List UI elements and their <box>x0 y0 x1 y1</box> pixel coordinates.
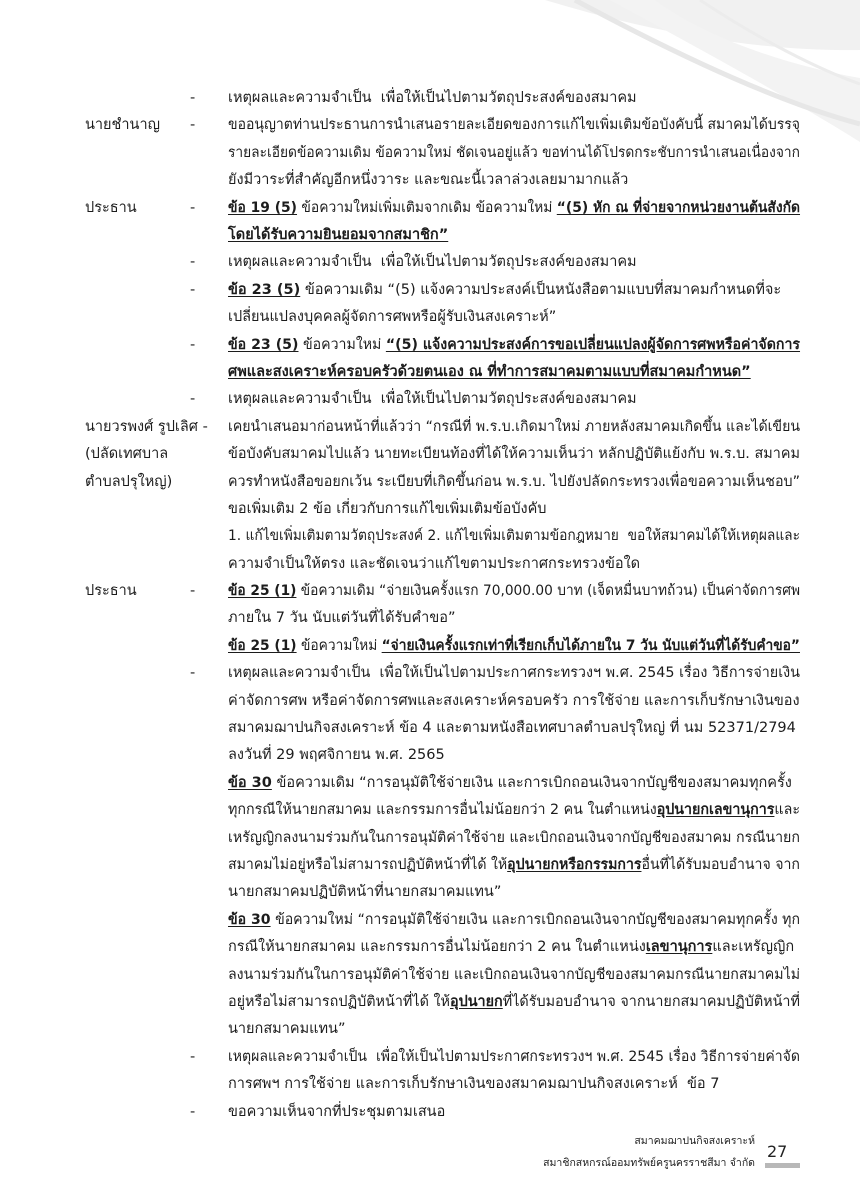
text-line <box>228 277 800 304</box>
statement-text: ข้อความเดิม “จ่ายเงินครั้งแรก 70,000.00 บาท (เจ็ดหมื่นบาทถ้วน) เป็นค่าจัดการศพ <box>296 583 801 600</box>
speaker-column <box>85 414 208 578</box>
quoted-amendment: “จ่ายเงินครั้งแรกเท่าที่เรียกเก็บได้ภายใน 7 วัน นับแต่วันที่ได้รับคำขอ” <box>381 637 800 654</box>
statement-text: การศพฯ การใช้จ่าย และการเก็บรักษาเงินของสมาคมฌาปนกิจสงเคราะห์ ข้อ 7 <box>228 1076 720 1093</box>
speaker-column <box>85 332 190 387</box>
text-line <box>228 469 800 496</box>
text-line <box>228 742 800 769</box>
bullet-dash: - <box>190 583 196 600</box>
text-line <box>228 496 800 523</box>
statement-text: สมาคมไม่อยู่หรือไม่สามารถปฏิบัติหน้าที่ได้ ให้ <box>228 856 508 873</box>
agenda-entry <box>85 195 800 250</box>
clause-reference: ข้อ 23 (5) <box>228 281 301 298</box>
statement <box>228 277 800 332</box>
speaker-column <box>85 578 190 633</box>
text-line <box>228 222 800 249</box>
text-line <box>228 879 800 906</box>
statement-text: ข้อความใหม่เพิ่มเติมจากเดิม ข้อความใหม่ <box>297 199 557 216</box>
statement-text: นายกสมาคมปฏิบัติหน้าที่นายกสมาคมแทน” <box>228 884 502 901</box>
emphasized-term: เลขานุการ <box>645 939 713 956</box>
bullet-dash: - <box>190 281 196 298</box>
speaker-line <box>85 441 190 468</box>
bullet-dash: - <box>190 1103 196 1120</box>
statement-text: ข้อความใหม่ <box>296 637 382 654</box>
speaker-column <box>85 660 190 770</box>
bullet-spacer <box>190 633 228 660</box>
bullet-dash: - <box>190 90 196 106</box>
agenda-entry <box>85 907 800 1044</box>
text-line <box>228 167 800 194</box>
emphasized-term: อุปนายก <box>449 993 503 1010</box>
text-line <box>228 414 800 441</box>
text-line <box>228 989 800 1016</box>
bullet-dash: - <box>190 665 196 682</box>
speaker-column <box>85 770 190 907</box>
bullet-dash: - <box>190 1048 196 1065</box>
statement-text: ขอเพิ่มเติม 2 ข้อ เกี่ยวกับการแก้ไขเพิ่มเติมข้อบังคับ <box>228 500 547 517</box>
page-number: 27 <box>767 1142 788 1161</box>
statement-text: ข้อความใหม่ “การอนุมัติใช้จ่ายเงิน และการเบิกถอนเงินจากบัญชีของสมาคมทุกครั้ง ทุก <box>270 911 800 928</box>
statement-text: และเหรัญญิก <box>712 939 795 956</box>
statement-text: เหตุผลและความจำเป็น เพื่อให้เป็นไปตามประกาศกระทรวงฯ พ.ศ. 2545 เรื่อง วิธีการจ่ายค่าจัด <box>228 1048 800 1065</box>
footer-association-name: สมาคมฌาปนกิจสงเคราะห์ <box>634 1135 755 1147</box>
statement <box>228 770 800 907</box>
statement-text: เหตุผลและความจำเป็น เพื่อให้เป็นไปตามวัตถุประสงค์ของสมาคม <box>228 90 637 106</box>
text-line <box>228 1044 800 1071</box>
text-line <box>228 85 800 112</box>
agenda-entry <box>85 386 800 413</box>
agenda-entry <box>85 578 800 633</box>
statement <box>228 1044 800 1099</box>
speaker-column <box>85 112 190 194</box>
statement-text: ความจำเป็นให้ตรง และชัดเจนว่าแก้ไขตามประกาศกระทรวงข้อใด <box>228 555 641 572</box>
quoted-amendment: โดยได้รับความยินยอมจากสมาชิก” <box>228 226 449 243</box>
bullet-spacer <box>190 907 228 1044</box>
agenda-entry <box>85 332 800 387</box>
statement-text: ลงวันที่ 29 พฤศจิกายน พ.ศ. 2565 <box>228 747 445 764</box>
text-line <box>228 797 800 824</box>
statement-text: กรณีให้นายกสมาคม และกรรมการอื่นไม่น้อยกว่า 2 คน ในตำแหน่ง <box>228 939 646 956</box>
text-line <box>228 770 800 797</box>
agenda-entry <box>85 112 800 194</box>
speaker-column <box>85 633 190 660</box>
speaker-name: ประธาน <box>85 199 137 216</box>
text-line <box>228 907 800 934</box>
text-line <box>228 1071 800 1098</box>
statement <box>228 112 800 194</box>
speaker-line <box>85 578 190 605</box>
agenda-entry <box>85 1044 800 1099</box>
text-line <box>228 332 800 359</box>
speaker-line <box>85 112 190 139</box>
text-line <box>228 688 800 715</box>
bullet-spacer <box>190 770 228 907</box>
text-line <box>228 249 800 276</box>
statement-text: ขออนุญาตท่านประธานการนำเสนอรายละเอียดของการแก้ไขเพิ่มเติมข้อบังคับนี้ สมาคมได้บรรจุ <box>228 117 800 134</box>
footer-cooperative-name: สมาชิกสหกรณ์ออมทรัพย์ครูนครราชสีมา จำกัด <box>543 1157 755 1169</box>
clause-reference: ข้อ 19 (5) <box>228 199 298 216</box>
statement-text: สมาคมฌาปนกิจสงเคราะห์ ข้อ 4 และตามหนังสือเทศบาลตำบลปรุใหญ่ ที่ นม 52371/2794 <box>228 720 796 737</box>
statement <box>228 249 800 276</box>
quoted-amendment: ศพและสงเคราะห์ครอบครัวด้วยตนเอง ณ ที่ทำการสมาคมตามแบบที่สมาคมกำหนด” <box>228 363 751 380</box>
bullet-dash: - <box>190 254 196 271</box>
text-line <box>228 1016 800 1043</box>
speaker-column <box>85 1044 190 1099</box>
agenda-entry <box>85 277 800 332</box>
text-line <box>228 605 800 632</box>
statement <box>228 633 800 660</box>
agenda-entry <box>85 633 800 660</box>
speaker-line <box>85 195 190 222</box>
statement <box>228 1099 800 1126</box>
meeting-minutes-body <box>85 85 800 1126</box>
statement-text: ข้อความเดิม “การอนุมัติใช้จ่ายเงิน และการเบิกถอนเงินจากบัญชีของสมาคมทุกครั้ง <box>271 774 792 791</box>
text-line <box>228 140 800 167</box>
text-line <box>228 852 800 879</box>
statement-text: เปลี่ยนแปลงบุคคลผู้จัดการศพหรือผู้รับเงินสงเคราะห์” <box>228 309 557 326</box>
text-line <box>228 112 800 139</box>
agenda-entry <box>85 414 800 578</box>
statement-text: ขอความเห็นจากที่ประชุมตามเสนอ <box>228 1103 446 1120</box>
speaker-column <box>85 1099 190 1126</box>
text-line <box>228 715 800 742</box>
text-line <box>228 962 800 989</box>
statement-text: ข้อความใหม่ <box>298 336 386 353</box>
clause-reference: ข้อ 30 <box>228 911 271 928</box>
page-footer <box>543 1130 755 1174</box>
statement <box>228 85 800 112</box>
statement-text: ยังมีวาระที่สำคัญอีกหนึ่งวาระ และขณะนี้เวลาล่วงเลยมามากแล้ว <box>228 172 629 189</box>
statement <box>228 414 800 578</box>
text-line <box>228 660 800 687</box>
bullet-dash: - <box>190 199 196 216</box>
statement <box>228 907 800 1044</box>
text-line <box>228 441 800 468</box>
bullet-dash: - <box>190 117 196 134</box>
text-line <box>228 304 800 331</box>
emphasized-term: อุปนายกหรือกรรมการ <box>507 856 642 873</box>
speaker-line <box>85 469 190 496</box>
statement-text: นายกสมาคมแทน” <box>228 1021 346 1038</box>
statement <box>228 195 800 250</box>
text-line <box>228 633 800 660</box>
text-line <box>228 825 800 852</box>
text-line <box>228 195 800 222</box>
statement <box>228 578 800 633</box>
page-number-bar <box>765 1163 800 1168</box>
speaker-name: นายชำนาญ <box>85 117 160 134</box>
speaker-title: ตำบลปรุใหญ่) <box>85 473 173 490</box>
speaker-column <box>85 277 190 332</box>
text-line <box>228 578 800 605</box>
text-line <box>228 523 800 550</box>
clause-reference: ข้อ 25 (1) <box>228 583 297 600</box>
emphasized-term: อุปนายกเลขานุการ <box>656 802 775 819</box>
quoted-amendment: “(5) หัก ณ ที่จ่ายจากหน่วยงานต้นสังกัด <box>556 199 801 216</box>
statement-text: รายละเอียดข้อความเดิม ข้อความใหม่ ชัดเจนอยู่แล้ว ขอท่านได้โปรดกระชับการนำเสนอเนื่องจาก <box>228 144 800 161</box>
statement-text: ลงนามร่วมกันในการอนุมัติค่าใช้จ่าย และเบิกถอนเงินจากบัญชีของสมาคมกรณีนายกสมาคมไม่ <box>228 966 801 983</box>
statement-text: เหตุผลและความจำเป็น เพื่อให้เป็นไปตามวัตถุประสงค์ของสมาคม <box>228 254 637 271</box>
statement-text: เหตุผลและความจำเป็น เพื่อให้เป็นไปตามวัตถุประสงค์ของสมาคม <box>228 391 637 408</box>
clause-reference: ข้อ 25 (1) <box>228 637 297 654</box>
speaker-title: (ปลัดเทศบาล <box>85 446 169 463</box>
statement-text: อยู่หรือไม่สามารถปฏิบัติหน้าที่ได้ ให้ <box>228 993 450 1010</box>
statement <box>228 660 800 770</box>
text-line <box>228 934 800 961</box>
agenda-entry <box>85 660 800 770</box>
speaker-line <box>85 414 208 441</box>
speaker-column <box>85 249 190 276</box>
agenda-entry <box>85 770 800 907</box>
bullet-dash: - <box>190 391 196 408</box>
speaker-column <box>85 907 190 1044</box>
statement-text: ข้อความเดิม “(5) แจ้งความประสงค์เป็นหนังสือตามแบบที่สมาคมกำหนดที่จะ <box>300 281 782 298</box>
statement-text: อื่นที่ได้รับมอบอำนาจ จาก <box>641 856 800 873</box>
speaker-column <box>85 386 190 413</box>
agenda-entry <box>85 249 800 276</box>
statement-text: ที่ได้รับมอบอำนาจ จากนายกสมาคมปฏิบัติหน้าที่ <box>502 993 800 1010</box>
quoted-amendment: “(5) แจ้งความประสงค์การขอเปลี่ยนแปลงผู้จัดการศพหรือค่าจัดการ <box>385 336 801 353</box>
clause-reference: ข้อ 23 (5) <box>228 336 299 353</box>
clause-reference: ข้อ 30 <box>228 774 272 791</box>
text-line <box>228 1099 800 1126</box>
statement-text: และ <box>774 802 801 819</box>
bullet-dash: - <box>190 336 196 353</box>
speaker-column <box>85 195 190 250</box>
statement-text: 1. แก้ไขเพิ่มเติมตามวัตถุประสงค์ 2. แก้ไขเพิ่มเติมตามข้อกฎหมาย ขอให้สมาคมได้ให้เหตุผลและ <box>228 528 801 545</box>
statement-text: ภายใน 7 วัน นับแต่วันที่ได้รับคำขอ” <box>228 610 456 627</box>
statement-text: ข้อบังคับสมาคมไปแล้ว นายทะเบียนท้องที่ได้ให้ความเห็นว่า หลักปฏิบัติแย้งกับ พ.ร.บ. สมาคม <box>228 446 800 463</box>
statement-text: เคยนำเสนอมาก่อนหน้าที่แล้วว่า “กรณีที่ พ.ร.บ.เกิดมาใหม่ ภายหลังสมาคมเกิดขึ้น และได้เขียน <box>228 418 800 435</box>
agenda-entry <box>85 1099 800 1126</box>
statement-text: ควรทำหนังสือขอยกเว้น ระเบียบที่เกิดขึ้นก่อน พ.ร.บ. ไปยังปลัดกระทรวงเพื่อขอความเห็นชอบ” <box>228 473 800 490</box>
text-line <box>228 551 800 578</box>
statement-text: ทุกกรณีให้นายกสมาคม และกรรมการอื่นไม่น้อยกว่า 2 คน ในตำแหน่ง <box>228 802 657 819</box>
statement <box>228 386 800 413</box>
bullet-spacer <box>190 414 228 578</box>
statement <box>228 332 800 387</box>
speaker-name: ประธาน <box>85 583 137 600</box>
agenda-entry <box>85 85 800 112</box>
text-line <box>228 386 800 413</box>
statement-text: เหตุผลและความจำเป็น เพื่อให้เป็นไปตามประกาศกระทรวงฯ พ.ศ. 2545 เรื่อง วิธีการจ่ายเงิน <box>228 665 801 682</box>
speaker-name: นายวรพงศ์ รูปเลิศ - <box>85 418 208 435</box>
statement-text: เหรัญญิกลงนามร่วมกันในการอนุมัติค่าใช้จ่าย และเบิกถอนเงินจากบัญชีของสมาคม กรณีนายก <box>228 829 800 846</box>
text-line <box>228 359 800 386</box>
speaker-column <box>85 85 190 112</box>
statement-text: ค่าจัดการศพ หรือค่าจัดการศพและสงเคราะห์ครอบครัว การใช้จ่าย และการเก็บรักษาเงินของ <box>228 692 800 709</box>
